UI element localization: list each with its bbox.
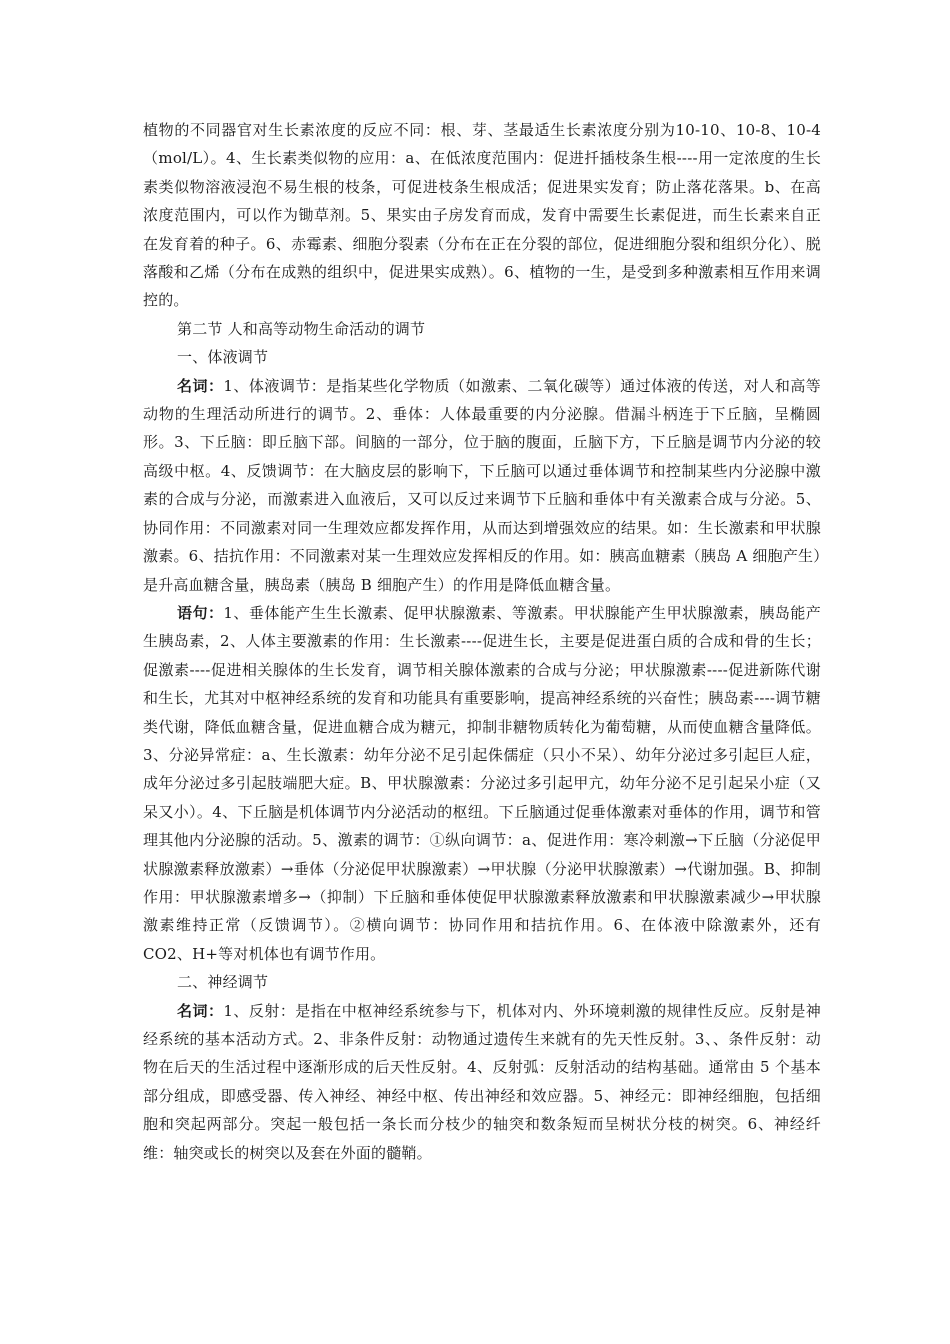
paragraph-neural-terms — [143, 997, 821, 1167]
terms-text: 1、体液调节：是指某些化学物质（如激素、二氧化碳等）通过体液的传送，对人和高等动物的生理活动所进行的调节。2、垂体：人体最重要的内分泌腺。借漏斗柄连于下丘脑，呈椭圆形。3、下丘脑：即丘脑下部。间脑的一部分，位于脑的腹面，丘脑下方，下丘脑是调节内分泌的较高级中枢。4、反馈调节：在大脑皮层的影响下，下丘脑可以通过垂体调节和控制某些内分泌腺中激素的合成与分泌，而激素进入血液后，又可以反过来调节下丘脑和垂体中有关激素合成与分泌。5、协同作用：不同激素对同一生理效应都发挥作用，从而达到增强效应的结果。如：生长激素和甲状腺激素。6、拮抗作用：不同激素对某一生理效应发挥相反的作用。如：胰高血糖素（胰岛 A 细胞产生）是升高血糖含量，胰岛素（胰岛 B 细胞产生）的作用是降低血糖含量。 — [143, 376, 821, 594]
paragraph-humoral-statements — [143, 599, 821, 968]
statements-label: 语句： — [177, 603, 224, 622]
paragraph-humoral-terms — [143, 372, 821, 599]
subsection-neural-title: 二、神经调节 — [177, 973, 269, 992]
paragraph-plant-hormones: 植物的不同器官对生长素浓度的反应不同：根、芽、茎最适生长素浓度分别为10-10、10-8、10-4（mol/L）。4、生长素类似物的应用：a、在低浓度范围内：促进扦插枝条生根----用一定浓度的生长素类似物溶液浸泡不易生根的枝条，可促进枝条生根成活；促进果实发育；防止落花落果。b、在高浓度范围内，可以作为锄草剂。5、果实由子房发育而成，发育中需要生长素促进，而生长素来自正在发育着的种子。6、赤霉素、细胞分裂素（分布在正在分裂的部位，促进细胞分裂和组织分化）、脱落酸和乙烯（分布在成熟的组织中，促进果实成熟）。6、植物的一生，是受到多种激素相互作用来调控的。 — [143, 121, 821, 310]
document-page — [143, 116, 821, 1167]
neural-terms-label: 名词： — [177, 1001, 224, 1020]
subsection-humoral-title: 一、体液调节 — [177, 348, 269, 367]
neural-terms-text: 1、反射：是指在中枢神经系统参与下，机体对内、外环境刺激的规律性反应。反射是神经系统的基本活动方式。2、非条件反射：动物通过遗传生来就有的先天性反射。3、、条件反射：动物在后天的生活过程中逐渐形成的后天性反射。4、反射弧：反射活动的结构基础。通常由 5 个基本部分组成，即感受器、传入神经、神经中枢、传出神经和效应器。5、神经元：即神经细胞，包括细胞和突起两部分。突起一般包括一条长而分枝少的轴突和数条短而呈树状分枝的树突。6、神经纤维：轴突或长的树突以及套在外面的髓鞘。 — [143, 1001, 821, 1162]
statements-text: 1、垂体能产生生长激素、促甲状腺激素、等激素。甲状腺能产生甲状腺激素，胰岛能产生胰岛素，2、人体主要激素的作用：生长激素----促进生长，主要是促进蛋白质的合成和骨的生长；促激素----促进相关腺体的生长发育，调节相关腺体激素的合成与分泌；甲状腺激素----促进新陈代谢和生长，尤其对中枢神经系统的发育和功能具有重要影响，提高神经系统的兴奋性；胰岛素----调节糖类代谢，降低血糖含量，促进血糖合成为糖元，抑制非糖物质转化为葡萄糖，从而使血糖含量降低。3、分泌异常症：a、生长激素：幼年分泌不足引起侏儒症（只小不呆）、幼年分泌过多引起巨人症，成年分泌过多引起肢端肥大症。B、甲状腺激素：分泌过多引起甲亢，幼年分泌不足引起呆小症（又呆又小）。4、下丘脑是机体调节内分泌活动的枢纽。下丘脑通过促垂体激素对垂体的作用，调节和管理其他内分泌腺的活动。5、激素的调节：①纵向调节：a、促进作用：寒冷刺激→下丘脑（分泌促甲状腺激素释放激素）→垂体（分泌促甲状腺激素）→甲状腺（分泌甲状腺激素）→代谢加强。B、抑制作用：甲状腺激素增多→（抑制）下丘脑和垂体使促甲状腺激素释放激素和甲状腺激素减少→甲状腺激素维持正常（反馈调节）。②横向调节：协同作用和拮抗作用。6、在体液中除激素外，还有 CO2、H+等对机体也有调节作用。 — [143, 603, 821, 963]
section-title: 第二节 人和高等动物生命活动的调节 — [177, 319, 426, 338]
terms-label: 名词： — [177, 376, 224, 395]
